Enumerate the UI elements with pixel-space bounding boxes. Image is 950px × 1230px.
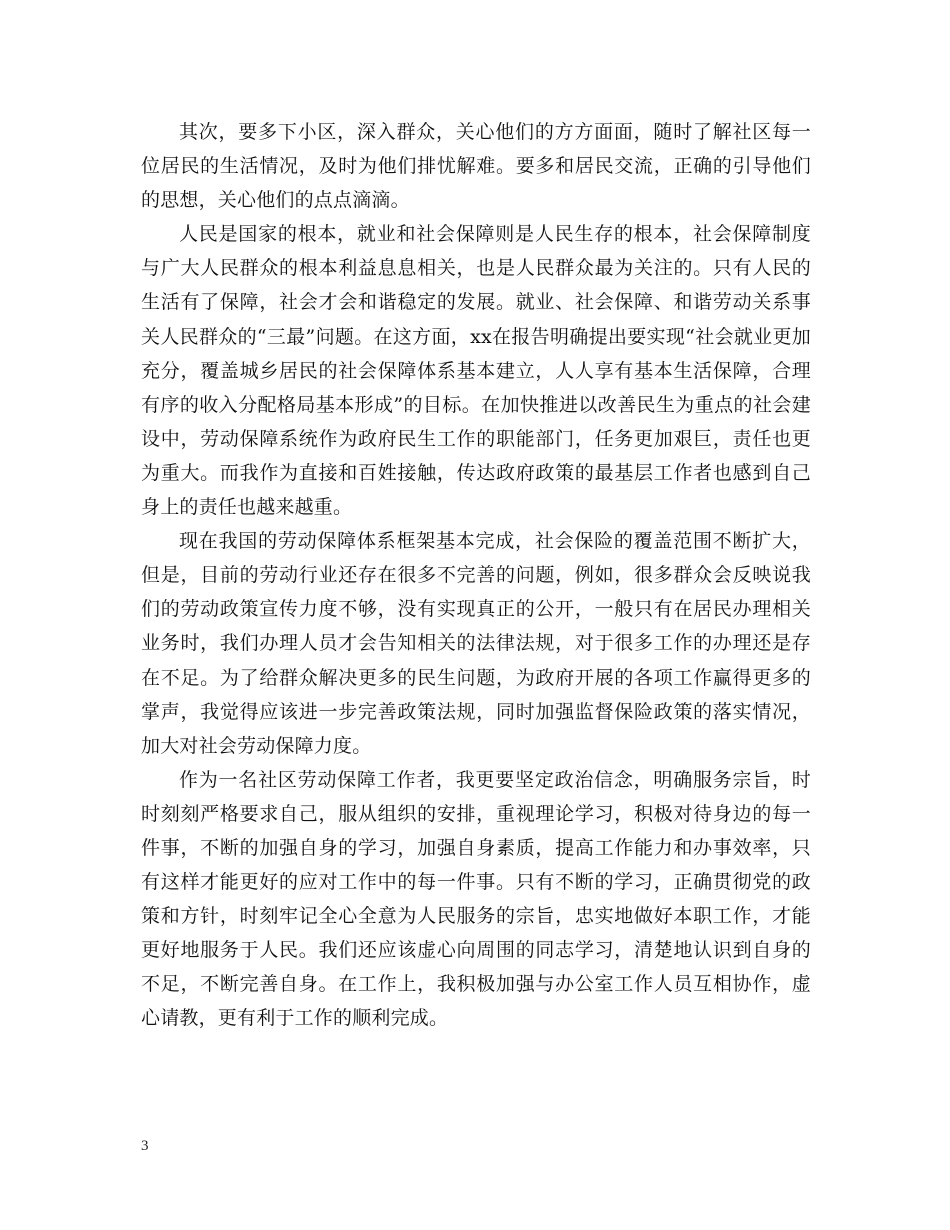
paragraph-1: 其次，要多下小区，深入群众，关心他们的方方面面，随时了解社区每一位居民的生活情况，及时为他们排忧解难。要多和居民交流，正确的引导他们的思想，关心他们的点点滴滴。 (141, 121, 811, 212)
paragraph-2: 人民是国家的根本，就业和社会保障则是人民生存的根本，社会保障制度与广大人民群众的根本利益息息相关，也是人民群众最为关注的。只有人民的生活有了保障，社会才会和谐稳定的发展。就业、社会保障、和谐劳动关系事关人民群众的“三最”问题。在这方面，xx在报告明确提出要实现“社会就业更加充分，覆盖城乡居民的社会保障体系基本建立，人人享有基本生活保障，合理有序的收入分配格局基本形成”的目标。在加快推进以改善民生为重点的社会建设中，劳动保障系统作为政府民生工作的职能部门，任务更加艰巨，责任也更为重大。而我作为直接和百姓接触，传达政府政策的最基层工作者也感到自己身上的责任也越来越重。 (141, 223, 811, 519)
paragraph-3: 现在我国的劳动保障体系框架基本完成，社会保险的覆盖范围不断扩大，但是，目前的劳动行业还存在很多不完善的问题，例如，很多群众会反映说我们的劳动政策宣传力度不够，没有实现真正的公开，一般只有在居民办理相关业务时，我们办理人员才会告知相关的法律法规，对于很多工作的办理还是存在不足。为了给群众解决更多的民生问题，为政府开展的各项工作赢得更多的掌声，我觉得应该进一步完善政策法规，同时加强监督保险政策的落实情况，加大对社会劳动保障力度。 (141, 530, 811, 757)
paragraph-4: 作为一名社区劳动保障工作者，我更要坚定政治信念，明确服务宗旨，时时刻刻严格要求自己，服从组织的安排，重视理论学习，积极对待身边的每一件事，不断的加强自身的学习，加强自身素质，提高工作能力和办事效率，只有这样才能更好的应对工作中的每一件事。只有不断的学习，正确贯彻党的政策和方针，时刻牢记全心全意为人民服务的宗旨，忠实地做好本职工作，才能更好地服务于人民。我们还应该虚心向周围的同志学习，清楚地认识到自身的不足，不断完善自身。在工作上，我积极加强与办公室工作人员互相协作，虚心请教，更有利于工作的顺利完成。 (141, 768, 811, 1030)
document-body (141, 115, 811, 1036)
page-number: 3 (141, 1138, 149, 1154)
